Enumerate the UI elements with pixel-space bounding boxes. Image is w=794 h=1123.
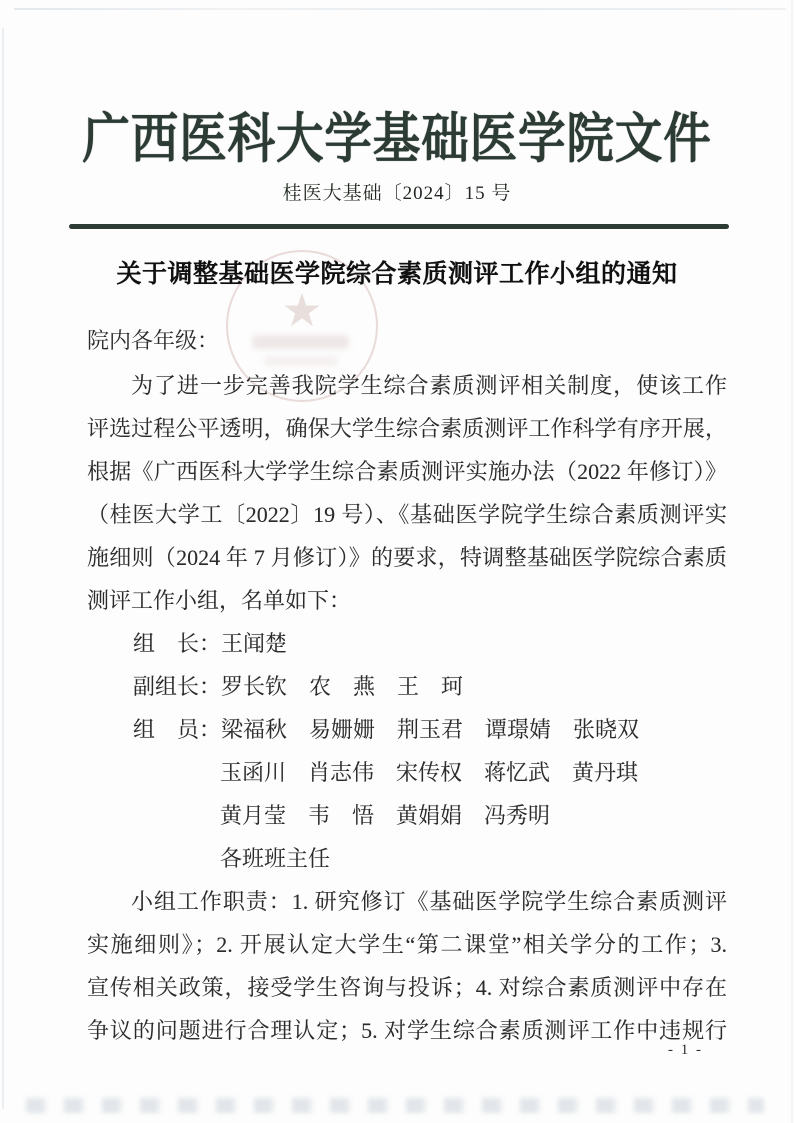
body-line: 评选过程公平透明，确保大学生综合素质测评工作科学有序开展， [87,416,727,441]
body-line: （桂医大学工〔2022〕19 号）、《基础医学院学生综合素质测评实 [87,502,727,527]
body-line: 为了进一步完善我院学生综合素质测评相关制度，使该工作 [131,373,727,398]
body-line: 根据《广西医科大学学生综合素质测评实施办法（2022 年修订）》 [87,459,727,484]
body-line: 小组工作职责：1. 研究修订《基础医学院学生综合素质测评 [131,889,727,914]
star-icon: ★ [281,285,323,337]
members-line: 各班班主任 [220,846,331,871]
members-line: 玉函川 肖志伟 宋传权 蒋忆武 黄丹琪 [220,760,639,785]
body-line: 施细则（2024 年 7 月修订）》的要求，特调整基础医学院综合素质 [87,545,727,570]
body-line: 实施细则》；2. 开展认定大学生“第二课堂”相关学分的工作；3. [87,932,727,957]
scan-edge-right [791,0,793,1123]
scan-artifact-band [26,1098,764,1113]
group-leader-line: 组 长：王闻楚 [133,631,288,656]
page-number: - 1 - [668,1042,703,1058]
members-line: 组 员：梁福秋 易姗姗 荆玉君 谭璟婧 张晓双 [133,717,640,742]
members-line: 黄月莹 韦 悟 黄娟娟 冯秀明 [220,803,551,828]
seal-text-smudge [252,335,350,349]
notice-title: 关于调整基础医学院综合素质测评工作小组的通知 [116,261,678,288]
header-divider-rule [69,224,729,229]
document-header-title: 广西医科大学基础医学院文件 [82,109,712,169]
notice-body [87,364,727,1052]
salutation: 院内各年级： [87,328,220,353]
scan-edge-top [14,8,786,10]
body-line: 测评工作小组，名单如下： [87,588,352,613]
body-line: 宣传相关政策，接受学生咨询与投诉；4. 对综合素质测评中存在 [87,975,727,1000]
body-line: 争议的问题进行合理认定；5. 对学生综合素质测评工作中违规行 [87,1018,727,1043]
document-number: 桂医大基础〔2024〕15 号 [282,183,512,204]
deputy-leader-line: 副组长：罗长钦 农 燕 王 珂 [133,674,464,699]
